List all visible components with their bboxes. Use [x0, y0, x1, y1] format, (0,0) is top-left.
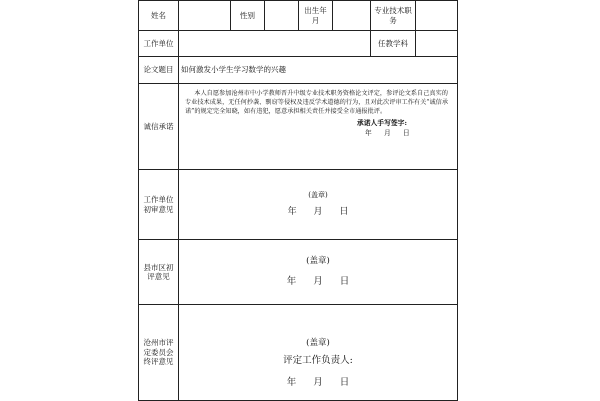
city-review-responsible: 评定工作负责人: — [283, 354, 353, 366]
paper-title: 如何激发小学生学习数学的兴趣 — [179, 57, 458, 84]
county-review-content — [179, 240, 458, 305]
pledge-signer: 承诺人手写签字: — [356, 118, 407, 127]
city-review-seal: (盖章) — [306, 338, 330, 349]
gender-value — [265, 1, 299, 31]
unit-value — [179, 31, 371, 57]
row-paper — [139, 57, 458, 84]
name-value — [179, 1, 231, 31]
subject-value — [416, 31, 458, 57]
name-label: 姓名 — [139, 1, 179, 31]
row-unit-review — [139, 170, 458, 240]
city-review-label: 沧州市评定委员会终评意见 — [139, 305, 179, 401]
gender-label: 性别 — [231, 1, 265, 31]
row-city-review — [139, 305, 458, 401]
county-review-date: 年 月 日 — [286, 276, 350, 288]
unit-review-label: 工作单位初审意见 — [139, 170, 179, 240]
evaluation-form-page — [138, 0, 457, 400]
row-unit — [139, 31, 458, 57]
unit-label: 工作单位 — [139, 31, 179, 57]
unit-review-seal: (盖章) — [308, 190, 328, 199]
subject-label: 任教学科 — [371, 31, 416, 57]
city-review-date: 年 月 日 — [286, 376, 350, 388]
title-value — [416, 1, 458, 31]
birth-label: 出生年月 — [299, 1, 333, 31]
county-review-label: 县市区初评意见 — [139, 240, 179, 305]
birth-value — [333, 1, 371, 31]
county-review-seal: (盖章) — [306, 255, 330, 266]
city-review-content — [179, 305, 458, 401]
title-label: 专业技术职务 — [371, 1, 416, 31]
row-pledge — [139, 84, 458, 170]
paper-label: 论文题目 — [139, 57, 179, 84]
unit-review-date: 年 月 日 — [287, 207, 349, 218]
unit-review-content — [179, 170, 458, 240]
pledge-content — [179, 84, 458, 170]
pledge-text: 本人自愿参加沧州市中小学教师晋升中级专业技术职务资格论文评定，参评论文系自己真实的专业技术成果，无任何抄袭、剽窃等侵权及违反学术道德的行为，且对此次评审工作有关“诚信承诺”的规定完全知晓，如有违犯，愿意承担相关责任并接受全市通报批评。 — [185, 90, 449, 115]
row-basic-info — [139, 1, 458, 31]
row-county-review — [139, 240, 458, 305]
pledge-date: 年 月 日 — [365, 129, 410, 138]
pledge-label: 诚信承诺 — [139, 84, 179, 170]
evaluation-form — [138, 0, 458, 401]
